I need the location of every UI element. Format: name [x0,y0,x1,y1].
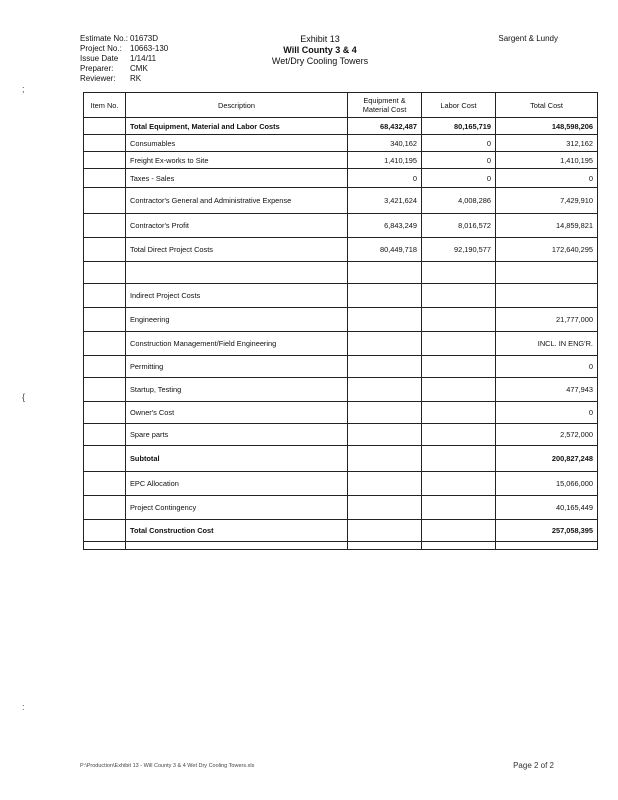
table-row [84,238,598,262]
table-row [84,520,598,542]
cell-description [126,262,348,284]
file-path: P:\Production\Exhibit 13 - Will County 3 & 4 Wet Dry Cooling Towers.xls [80,763,255,769]
cell-item-no [84,424,126,446]
cell-description: Owner's Cost [126,402,348,424]
cell-total-cost: 477,943 [496,378,598,402]
cell-labor-cost [422,402,496,424]
cell-labor-cost: 92,190,577 [422,238,496,262]
table-row [84,424,598,446]
binder-hole-mark: ; [22,84,25,94]
cell-labor-cost [422,496,496,520]
table-row [84,446,598,472]
cell-description: Total Direct Project Costs [126,238,348,262]
cell-item-no [84,542,126,550]
cell-item-no [84,520,126,542]
cell-equipment-cost: 68,432,487 [348,118,422,135]
cell-total-cost: 2,572,000 [496,424,598,446]
table-row [84,135,598,152]
table-row [84,542,598,550]
table-row [84,262,598,284]
metadata-row [80,54,168,64]
cell-equipment-cost [348,424,422,446]
cell-item-no [84,332,126,356]
cell-total-cost: 0 [496,169,598,188]
cell-item-no [84,472,126,496]
table-row [84,402,598,424]
cell-labor-cost [422,284,496,308]
cell-equipment-cost [348,262,422,284]
cell-labor-cost [422,332,496,356]
cell-total-cost: 40,165,449 [496,496,598,520]
cell-equipment-cost: 1,410,195 [348,152,422,169]
table-row [84,188,598,214]
cell-labor-cost [422,378,496,402]
cell-item-no [84,496,126,520]
cell-equipment-cost [348,284,422,308]
metadata-row [80,44,168,54]
table-row [84,332,598,356]
cell-total-cost: 14,859,821 [496,214,598,238]
metadata-value: 10663-130 [130,44,169,53]
cell-description: Total Equipment, Material and Labor Costs [126,118,348,135]
table-row [84,214,598,238]
cell-total-cost: 200,827,248 [496,446,598,472]
cell-description: Contractor's Profit [126,214,348,238]
cell-description: Indirect Project Costs [126,284,348,308]
cell-equipment-cost [348,472,422,496]
cell-description: Construction Management/Field Engineering [126,332,348,356]
cell-total-cost: 21,777,000 [496,308,598,332]
metadata-row [80,64,168,74]
cell-item-no [84,284,126,308]
table-header-row [84,93,598,118]
cell-item-no [84,446,126,472]
table-row [84,496,598,520]
estimate-metadata [80,34,168,84]
cell-equipment-cost: 0 [348,169,422,188]
cell-equipment-cost [348,542,422,550]
cell-description: Permitting [126,356,348,378]
cell-total-cost: 172,640,295 [496,238,598,262]
cell-labor-cost: 0 [422,152,496,169]
metadata-label: Preparer: [80,64,114,73]
cell-item-no [84,118,126,135]
column-header-labor: Labor Cost [422,93,496,118]
cell-equipment-cost [348,402,422,424]
table-row [84,118,598,135]
cell-description: Project Contingency [126,496,348,520]
table-row [84,356,598,378]
cell-item-no [84,135,126,152]
cell-total-cost: 148,598,206 [496,118,598,135]
cell-labor-cost [422,308,496,332]
cell-item-no [84,152,126,169]
cell-description: EPC Allocation [126,472,348,496]
table-row [84,284,598,308]
cell-item-no [84,214,126,238]
cell-description [126,542,348,550]
cell-labor-cost: 8,016,572 [422,214,496,238]
cell-description: Engineering [126,308,348,332]
cost-estimate-table [83,92,598,550]
cell-equipment-cost [348,446,422,472]
metadata-label: Reviewer: [80,74,116,83]
cell-equipment-cost [348,332,422,356]
column-header-equipment: Equipment & Material Cost [348,93,422,118]
table-row [84,472,598,496]
cell-item-no [84,262,126,284]
cell-equipment-cost: 340,162 [348,135,422,152]
column-header-item: Item No. [84,93,126,118]
column-header-description: Description [126,93,348,118]
cell-item-no [84,402,126,424]
cell-labor-cost [422,520,496,542]
exhibit-label: Exhibit 13 [300,34,340,44]
metadata-row [80,34,168,44]
metadata-label: Estimate No.: [80,34,129,43]
binder-hole-mark: { [22,392,26,402]
cell-item-no [84,308,126,332]
metadata-value: 1/14/11 [130,54,157,63]
cell-equipment-cost [348,308,422,332]
cell-equipment-cost [348,496,422,520]
cell-total-cost [496,262,598,284]
cell-item-no [84,169,126,188]
metadata-label: Issue Date [80,54,119,63]
cell-labor-cost [422,262,496,284]
cell-total-cost: 7,429,910 [496,188,598,214]
cell-labor-cost: 0 [422,169,496,188]
cell-equipment-cost: 80,449,718 [348,238,422,262]
metadata-row [80,74,168,84]
cell-description: Total Construction Cost [126,520,348,542]
cell-total-cost: 1,410,195 [496,152,598,169]
column-header-total: Total Cost [496,93,598,118]
cell-labor-cost [422,542,496,550]
cell-labor-cost [422,424,496,446]
cell-labor-cost: 4,008,286 [422,188,496,214]
cell-labor-cost: 0 [422,135,496,152]
table-row [84,169,598,188]
table-row [84,152,598,169]
company-name: Sargent & Lundy [498,34,558,43]
document-subtitle: Wet/Dry Cooling Towers [271,56,369,66]
cell-item-no [84,356,126,378]
table-row [84,378,598,402]
cell-description: Spare parts [126,424,348,446]
cell-description: Contractor's General and Administrative Expense [126,188,348,214]
cell-labor-cost [422,472,496,496]
cell-total-cost [496,542,598,550]
table-row [84,308,598,332]
cell-item-no [84,238,126,262]
cell-description: Freight Ex-works to Site [126,152,348,169]
cell-equipment-cost: 6,843,249 [348,214,422,238]
cell-equipment-cost: 3,421,624 [348,188,422,214]
cell-equipment-cost [348,378,422,402]
cell-labor-cost [422,356,496,378]
cell-item-no [84,378,126,402]
cell-equipment-cost [348,520,422,542]
cell-labor-cost [422,446,496,472]
cell-description: Startup, Testing [126,378,348,402]
cell-description: Consumables [126,135,348,152]
cell-item-no [84,188,126,214]
metadata-value: 01673D [130,34,159,43]
cell-equipment-cost [348,356,422,378]
cell-total-cost: 0 [496,356,598,378]
cell-description: Taxes - Sales [126,169,348,188]
cell-total-cost: 0 [496,402,598,424]
metadata-label: Project No.: [80,44,122,53]
document-title-block [250,34,390,67]
cell-total-cost [496,284,598,308]
cell-total-cost: 15,066,000 [496,472,598,496]
binder-hole-mark: : [22,702,25,712]
cell-labor-cost: 80,165,719 [422,118,496,135]
cell-description: Subtotal [126,446,348,472]
cell-total-cost: 312,162 [496,135,598,152]
metadata-value: RK [130,74,142,83]
metadata-value: CMK [130,64,148,73]
project-title: Will County 3 & 4 [283,45,357,55]
page-number: Page 2 of 2 [513,761,554,770]
cell-total-cost: INCL. IN ENG'R. [496,332,598,356]
cell-total-cost: 257,058,395 [496,520,598,542]
